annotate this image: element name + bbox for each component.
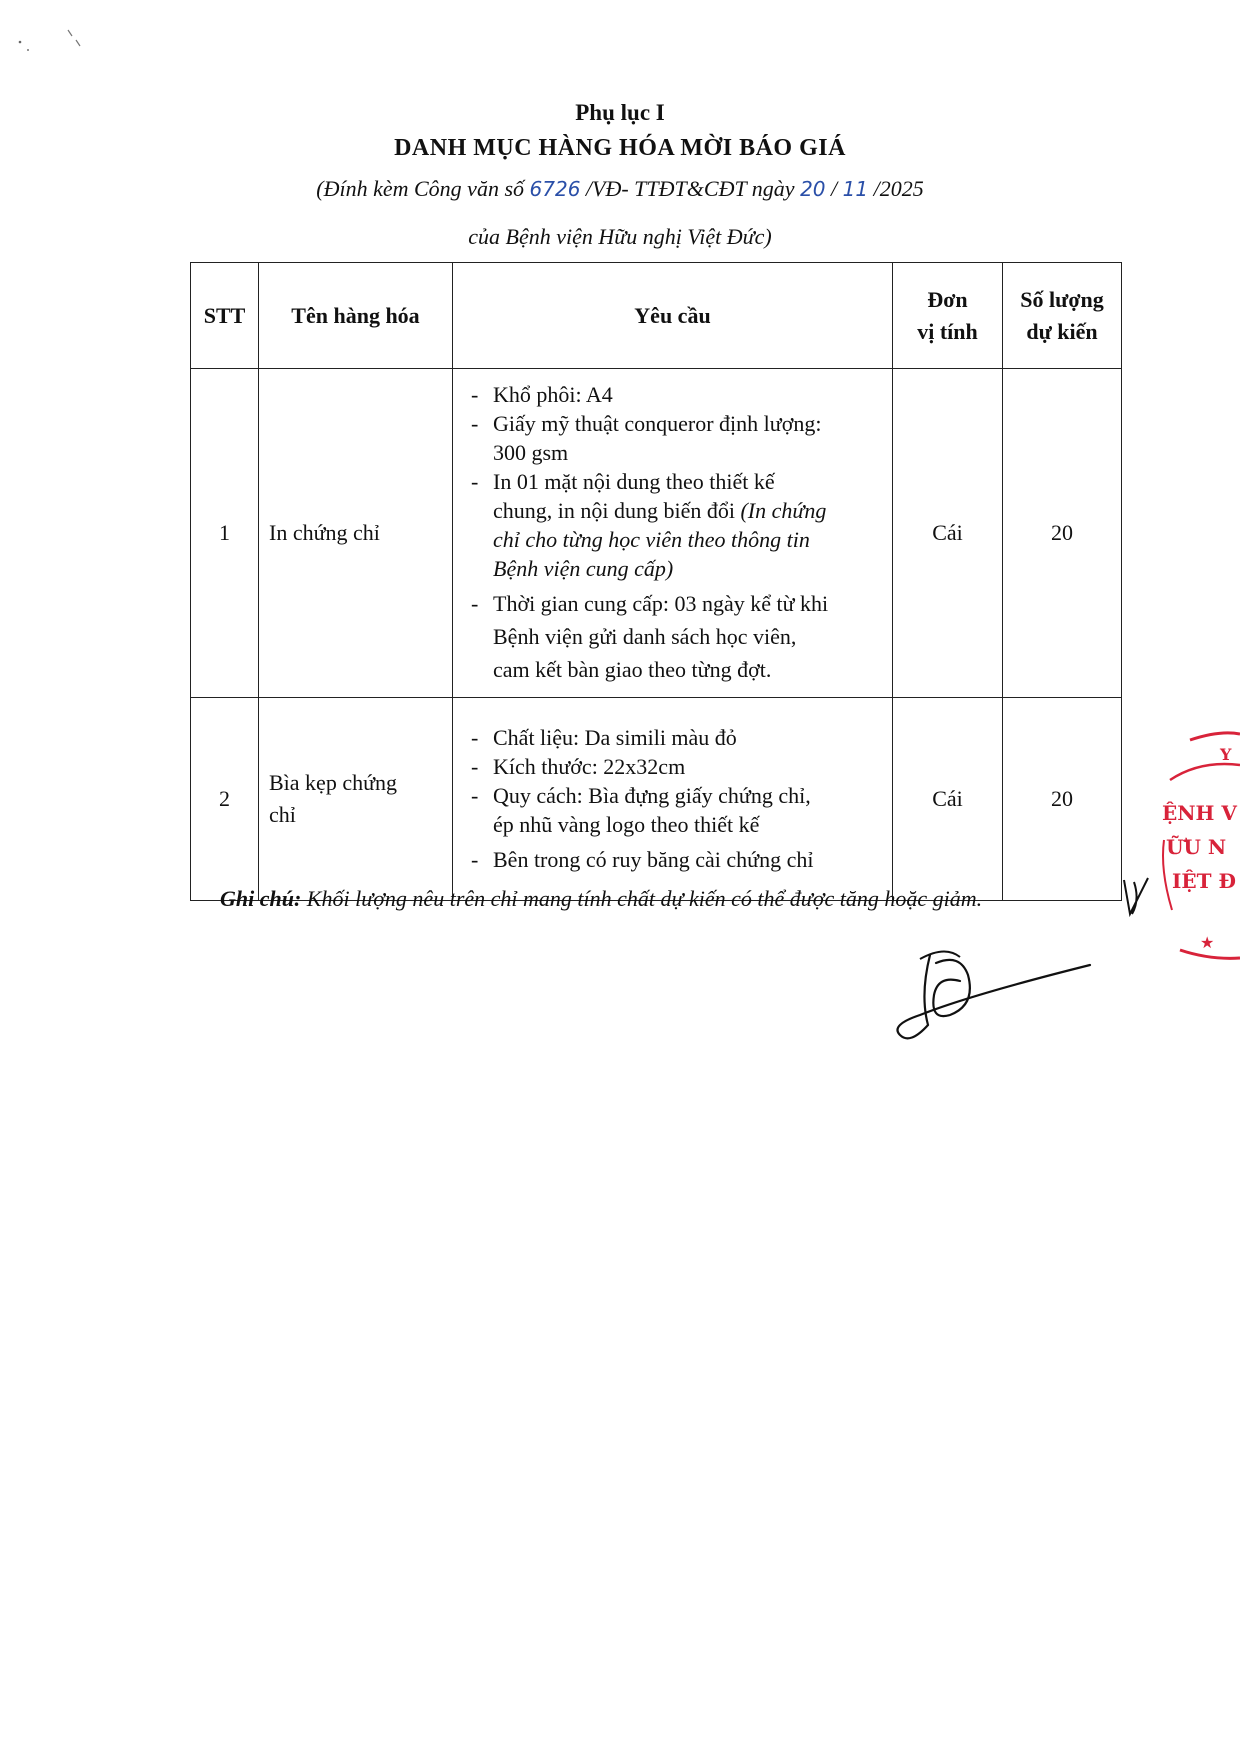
subtitle-prefix: (Đính kèm Công văn số <box>316 176 530 201</box>
header-quantity <box>1003 263 1122 369</box>
handwritten-day: 20 <box>800 177 826 201</box>
subtitle-mid: /VĐ- TTĐT&CĐT ngày <box>580 176 801 201</box>
header-qty-line2: dự kiến <box>1026 318 1098 344</box>
list-item: - Giấy mỹ thuật conqueror định lượng: 300 gsm <box>471 411 822 465</box>
list-item: - Quy cách: Bìa đựng giấy chứng chỉ, ép nhũ vàng logo theo thiết kế <box>471 782 811 837</box>
handwritten-month: 11 <box>842 177 869 201</box>
document-subtitle <box>0 176 1240 202</box>
req-text: 300 gsm <box>493 440 569 465</box>
stamp-line: ỆNH V <box>1162 801 1237 825</box>
row-requirements <box>453 369 893 698</box>
appendix-heading: Phụ lục I <box>575 100 665 125</box>
req-text-italic: chỉ cho từng học viên theo thông tin <box>493 527 810 552</box>
footnote-label: Ghi chú: <box>220 886 302 911</box>
row-name: In chứng chỉ <box>259 369 453 698</box>
handwritten-doc-number: 6726 <box>529 177 581 201</box>
req-text: Bệnh viện gửi danh sách học viên, <box>493 624 797 649</box>
red-stamp <box>1150 720 1240 980</box>
stamp-line: ỮU N <box>1166 835 1227 859</box>
req-text: Giấy mỹ thuật conqueror định lượng: <box>493 411 822 436</box>
stamp-star-icon: ★ <box>1200 933 1215 952</box>
date-separator: / <box>825 176 843 201</box>
table-row <box>191 698 1122 901</box>
signature <box>890 935 1110 1065</box>
row-quantity: 20 <box>1003 698 1122 901</box>
footnote-text: Khối lượng nêu trên chỉ mang tính chất dự kiến có thể được tăng hoặc giảm. <box>301 886 983 911</box>
row-unit: Cái <box>893 698 1003 901</box>
list-item: - Kích thước: 22x32cm <box>471 753 686 779</box>
req-text: Kích thước: 22x32cm <box>493 753 686 779</box>
req-text: Chất liệu: Da simili màu đỏ <box>493 724 737 750</box>
row-name <box>259 698 453 901</box>
row-name-line2: chỉ <box>269 802 296 827</box>
list-item: - Chất liệu: Da simili màu đỏ <box>471 724 737 750</box>
req-text: Khổ phôi: A4 <box>493 382 613 407</box>
header-qty-line1: Số lượng <box>1020 286 1104 312</box>
list-item: - In 01 mặt nội dung theo thiết kế chung, in nội dung biến đổi (In chứng chỉ cho từng học viên theo thông tin Bệnh viện cung cấp) <box>471 469 827 581</box>
goods-table <box>190 262 1122 901</box>
header-unit-line1: Đơn <box>927 286 968 312</box>
req-text-italic: Bệnh viện cung cấp) <box>493 556 674 581</box>
req-text: cam kết bàn giao theo từng đợt. <box>493 657 772 682</box>
document-title: DANH MỤC HÀNG HÓA MỜI BÁO GIÁ <box>394 135 846 161</box>
scan-specks <box>0 0 120 70</box>
header-requirements: Yêu cầu <box>453 263 893 369</box>
stamp-line: IỆT Đ <box>1172 869 1236 893</box>
req-text: Bên trong có ruy băng cài chứng chỉ <box>493 846 814 872</box>
req-text: chung, in nội dung biến đổi <box>493 498 741 523</box>
subtitle-line2: của Bệnh viện Hữu nghị Việt Đức) <box>468 224 772 249</box>
table-row <box>191 369 1122 698</box>
year-suffix: /2025 <box>868 176 924 201</box>
req-text: Quy cách: Bìa đựng giấy chứng chỉ, <box>493 782 811 808</box>
header-unit-line2: vị tính <box>917 318 978 344</box>
list-item: - Thời gian cung cấp: 03 ngày kể từ khi Bệnh viện gửi danh sách học viên, cam kết bàn giao theo từng đợt. <box>471 591 829 682</box>
footnote <box>220 886 982 912</box>
req-text: In 01 mặt nội dung theo thiết kế <box>493 469 775 494</box>
row-quantity: 20 <box>1003 369 1122 698</box>
header-stt: STT <box>191 263 259 369</box>
row-stt: 2 <box>191 698 259 901</box>
table-header-row <box>191 263 1122 369</box>
req-text-italic: (In chứng <box>740 498 827 523</box>
header-unit <box>893 263 1003 369</box>
list-item: - Bên trong có ruy băng cài chứng chỉ <box>471 846 814 872</box>
row-unit: Cái <box>893 369 1003 698</box>
stamp-letter: Y <box>1220 745 1232 764</box>
list-item: - Khổ phôi: A4 <box>471 382 613 407</box>
row-stt: 1 <box>191 369 259 698</box>
row-name-line1: Bìa kẹp chứng <box>269 770 398 795</box>
req-text: ép nhũ vàng logo theo thiết kế <box>493 811 760 837</box>
row-requirements <box>453 698 893 901</box>
header-name: Tên hàng hóa <box>259 263 453 369</box>
req-text: Thời gian cung cấp: 03 ngày kể từ khi <box>493 591 829 616</box>
